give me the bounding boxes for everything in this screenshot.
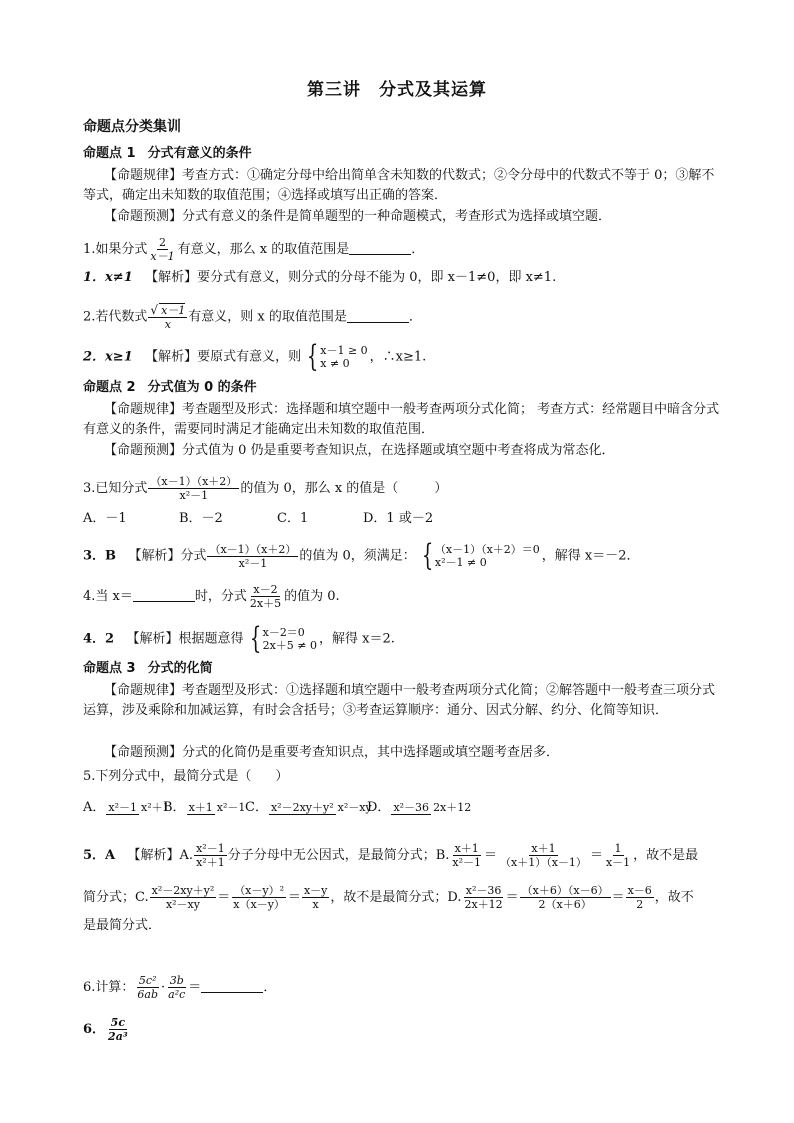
q2-answer-blank[interactable]: [347, 308, 409, 323]
answer-4: 4．2 【解析】根据题意得 { x－2＝0 2x＋5 ≠ 0 ，解得 x＝2.: [83, 621, 395, 656]
topic-1-heading: 命题点 1 分式有意义的条件: [83, 146, 252, 161]
q3-option-c[interactable]: C．1: [277, 511, 309, 526]
q5-option-d[interactable]: D． x²－36 2x＋12: [367, 800, 472, 815]
q4-answer-blank[interactable]: [133, 587, 195, 602]
a3-system: { （x－1）（x＋2）＝0 x²－1 ≠ 0: [421, 538, 540, 573]
q6-answer-blank[interactable]: [201, 978, 263, 993]
title-topic: 分式及其运算: [379, 80, 487, 100]
topic-1-rule: 【命题规律】考查方式：①确定分母中给出简单含未知数的代数式；②令分母中的代数式不等于 0；③解不等式，确定出未知数的取值范围；④选择或填写出正确的答案．: [83, 168, 715, 203]
q1-fraction: $\frac{2}{x-1}$: [150, 236, 175, 263]
topic-3-rule: 【命题规律】考查题型及形式：①选择题和填空题中一般考查两项分式化简；②解答题中一般考查三项分式运算，涉及乘除和加减运算，有时会含括号；③考查运算顺序：通分、因式分解、约分、化简等知识．: [83, 683, 716, 718]
q5-option-c[interactable]: C． x²－2xy＋y² x²－xy: [245, 800, 372, 815]
q4-fraction: $\frac{x-2}{2x+5}$: [249, 583, 282, 610]
q3-option-b[interactable]: B．－2: [179, 511, 223, 526]
answer-2: 2．x≥1 【解析】要原式有意义，则 { x－1 ≥ 0 x ≠ 0 ，∴x≥1.: [83, 339, 427, 374]
answer-3: 3．B 【解析】分式 $\frac{(x-1)(x+2)}{\text{x²－1}}$ 的值为 0，须满足： { （x－1）（x＋2）＝0 x²－1 ≠ 0 ，解得 x＝－2．: [83, 538, 640, 573]
answer-5-line-1: 5．A 【解析】A. $\frac{\text{x²－1}}{\text{x²＋1}}$ 分子分母中无公因式，是最简分式；B. $\frac{x+1}{\text{x²－1}}$ ＝ $\frac{x+1}{(x+1)(x-1)}$ ＝ $\frac{1}{x-1}$ ，故不是最: [83, 842, 699, 869]
question-3: 3.已知分式 $\frac{(x-1)(x+2)}{\text{x²－1}}$ 的值为 0，那么 x 的值是（ ）: [83, 475, 448, 502]
topic-1-predict: 【命题预测】分式有意义的条件是简单题型的一种命题模式，考查形式为选择或填空题．: [104, 209, 612, 224]
title-lecture: 第三讲: [307, 80, 361, 100]
question-6: 6.计算： $\frac{\text{5c²}}{6ab}$ · $\frac{3b}{\text{a²c}}$ ＝ ．: [83, 974, 277, 1001]
question-2: 2.若代数式 $\frac{√ x-1}{x}$ 有意义，则 x 的取值范围是 ．: [83, 303, 422, 331]
topic-3-predict: 【命题预测】分式的化简仍是重要考查知识点，其中选择题或填空题考查居多．: [104, 745, 560, 760]
a4-system: { x－2＝0 2x＋5 ≠ 0: [249, 621, 318, 656]
q5-option-a[interactable]: A． x²－1 x²＋1: [83, 800, 170, 815]
section-heading: 命题点分类集训: [83, 119, 181, 135]
page-title: [0, 80, 794, 100]
q3-fraction: $\frac{(x-1)(x+2)}{\text{x²－1}}$: [150, 475, 238, 502]
q2-fraction: $\frac{√ x-1}{x}$: [150, 303, 186, 331]
topic-2-rule: 【命题规律】考查题型及形式：选择题和填空题中一般考查两项分式化简； 考查方式：经常题目中暗含分式有意义的条件，需要同时满足才能确定出未知数的取值范围．: [83, 402, 720, 437]
topic-2-predict: 【命题预测】分式值为 0 仍是重要考查知识点，在选择题或填空题中考查将成为常态化．: [104, 443, 615, 458]
question-3-options: [83, 509, 433, 529]
answer-5-line-3: 是最简分式．: [83, 918, 162, 933]
question-4: 4.当 x＝ 时，分式 $\frac{x-2}{2x+5}$ 的值为 0.: [83, 583, 340, 610]
q3-option-d[interactable]: D．1 或－2: [363, 511, 434, 526]
a2-system: { x－1 ≥ 0 x ≠ 0: [306, 339, 368, 374]
answer-1: 1．x≠1 【解析】要分式有意义，则分式的分母不能为 0，即 x－1≠0，即 x≠1.: [83, 270, 557, 285]
q1-answer-blank[interactable]: [349, 240, 411, 255]
topic-3-heading: 命题点 3 分式的化简: [83, 661, 213, 676]
q5-option-b[interactable]: B． x＋1 x²－1: [163, 800, 246, 815]
answer-6: 6． $\frac{5c}{\text{2a³}}$: [83, 1016, 128, 1043]
question-1: 1.如果分式 $\frac{2}{x-1}$ 有意义，那么 x 的取值范围是 ．: [83, 236, 425, 263]
question-5-options: [83, 798, 474, 818]
answer-5-line-2: 简分式；C. $\frac{\text{x²－2xy＋y²}}{\text{x²－xy}}$ ＝ $\frac{\text{（x－y）²}}{x(x-y)}$ ＝ $\frac{x-y}{x}$ ，故不是最简分式；D. $\frac{\text{x²－36}}{2x+12}$ ＝ $\frac{(x+6)(x-6)}{2(x+6)}$ ＝ $\frac{x-6}{2}$ ，故不: [83, 884, 694, 911]
question-5: 5.下列分式中，最简分式是（ ）: [83, 769, 289, 784]
topic-2-heading: 命题点 2 分式值为 0 的条件: [83, 380, 257, 395]
q3-option-a[interactable]: A．－1: [83, 511, 127, 526]
